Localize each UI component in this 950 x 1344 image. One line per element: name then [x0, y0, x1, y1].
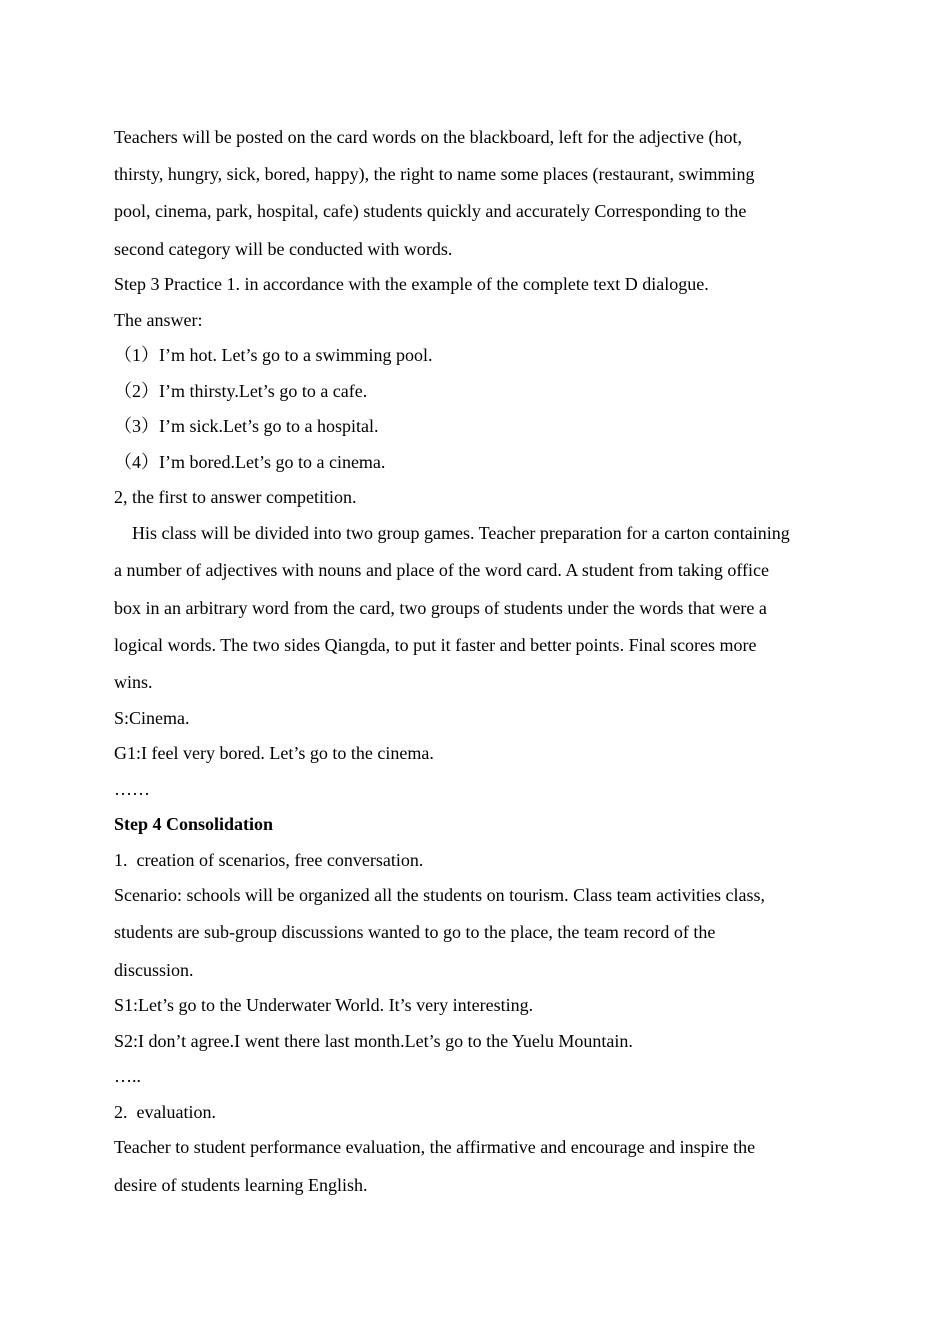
paragraph-line: Teachers will be posted on the card words on the blackboard, left for the adjective (hot, — [114, 127, 743, 147]
paragraph-line: pool, cinema, park, hospital, cafe) students quickly and accurately Corresponding to the — [114, 201, 747, 221]
paragraph-line: discussion. — [114, 960, 194, 980]
dialogue-line: S2:I don’t agree.I went there last month.Let’s go to the Yuelu Mountain. — [114, 1031, 633, 1051]
paragraph-line: logical words. The two sides Qiangda, to put it faster and better points. Final scores more — [114, 635, 757, 655]
paragraph-line: second category will be conducted with words. — [114, 239, 453, 259]
paragraph-line: box in an arbitrary word from the card, two groups of students under the words that were a — [114, 598, 767, 618]
step-heading: Step 4 Consolidation — [114, 814, 274, 834]
paragraph-line: His class will be divided into two group games. Teacher preparation for a carton containing — [114, 523, 790, 543]
answer-item: （2）I’m thirsty.Let’s go to a cafe. — [114, 381, 368, 401]
step-heading: Step 3 Practice 1. in accordance with the example of the complete text D dialogue. — [114, 274, 709, 294]
section-item: 2. evaluation. — [114, 1102, 216, 1122]
ellipsis: …… — [114, 779, 150, 799]
answer-item: （4）I’m bored.Let’s go to a cinema. — [114, 452, 386, 472]
paragraph-line: Scenario: schools will be organized all the students on tourism. Class team activities class, — [114, 885, 766, 905]
section-item: 2, the first to answer competition. — [114, 487, 357, 507]
paragraph-line: a number of adjectives with nouns and place of the word card. A student from taking office — [114, 560, 769, 580]
ellipsis: ….. — [114, 1066, 141, 1086]
answer-item: （1）I’m hot. Let’s go to a swimming pool. — [114, 345, 433, 365]
paragraph-line: Teacher to student performance evaluation, the affirmative and encourage and inspire the — [114, 1137, 756, 1157]
answer-item: （3）I’m sick.Let’s go to a hospital. — [114, 416, 379, 436]
dialogue-line: G1:I feel very bored. Let’s go to the cinema. — [114, 743, 434, 763]
paragraph-line: desire of students learning English. — [114, 1175, 368, 1195]
dialogue-line: S1:Let’s go to the Underwater World. It’s very interesting. — [114, 995, 534, 1015]
section-item: 1. creation of scenarios, free conversation. — [114, 850, 424, 870]
dialogue-line: S:Cinema. — [114, 708, 190, 728]
paragraph-line: wins. — [114, 672, 153, 692]
paragraph-line: students are sub-group discussions wanted to go to the place, the team record of the — [114, 922, 716, 942]
paragraph-line: thirsty, hungry, sick, bored, happy), the right to name some places (restaurant, swimming — [114, 164, 755, 184]
answer-label: The answer: — [114, 310, 203, 330]
